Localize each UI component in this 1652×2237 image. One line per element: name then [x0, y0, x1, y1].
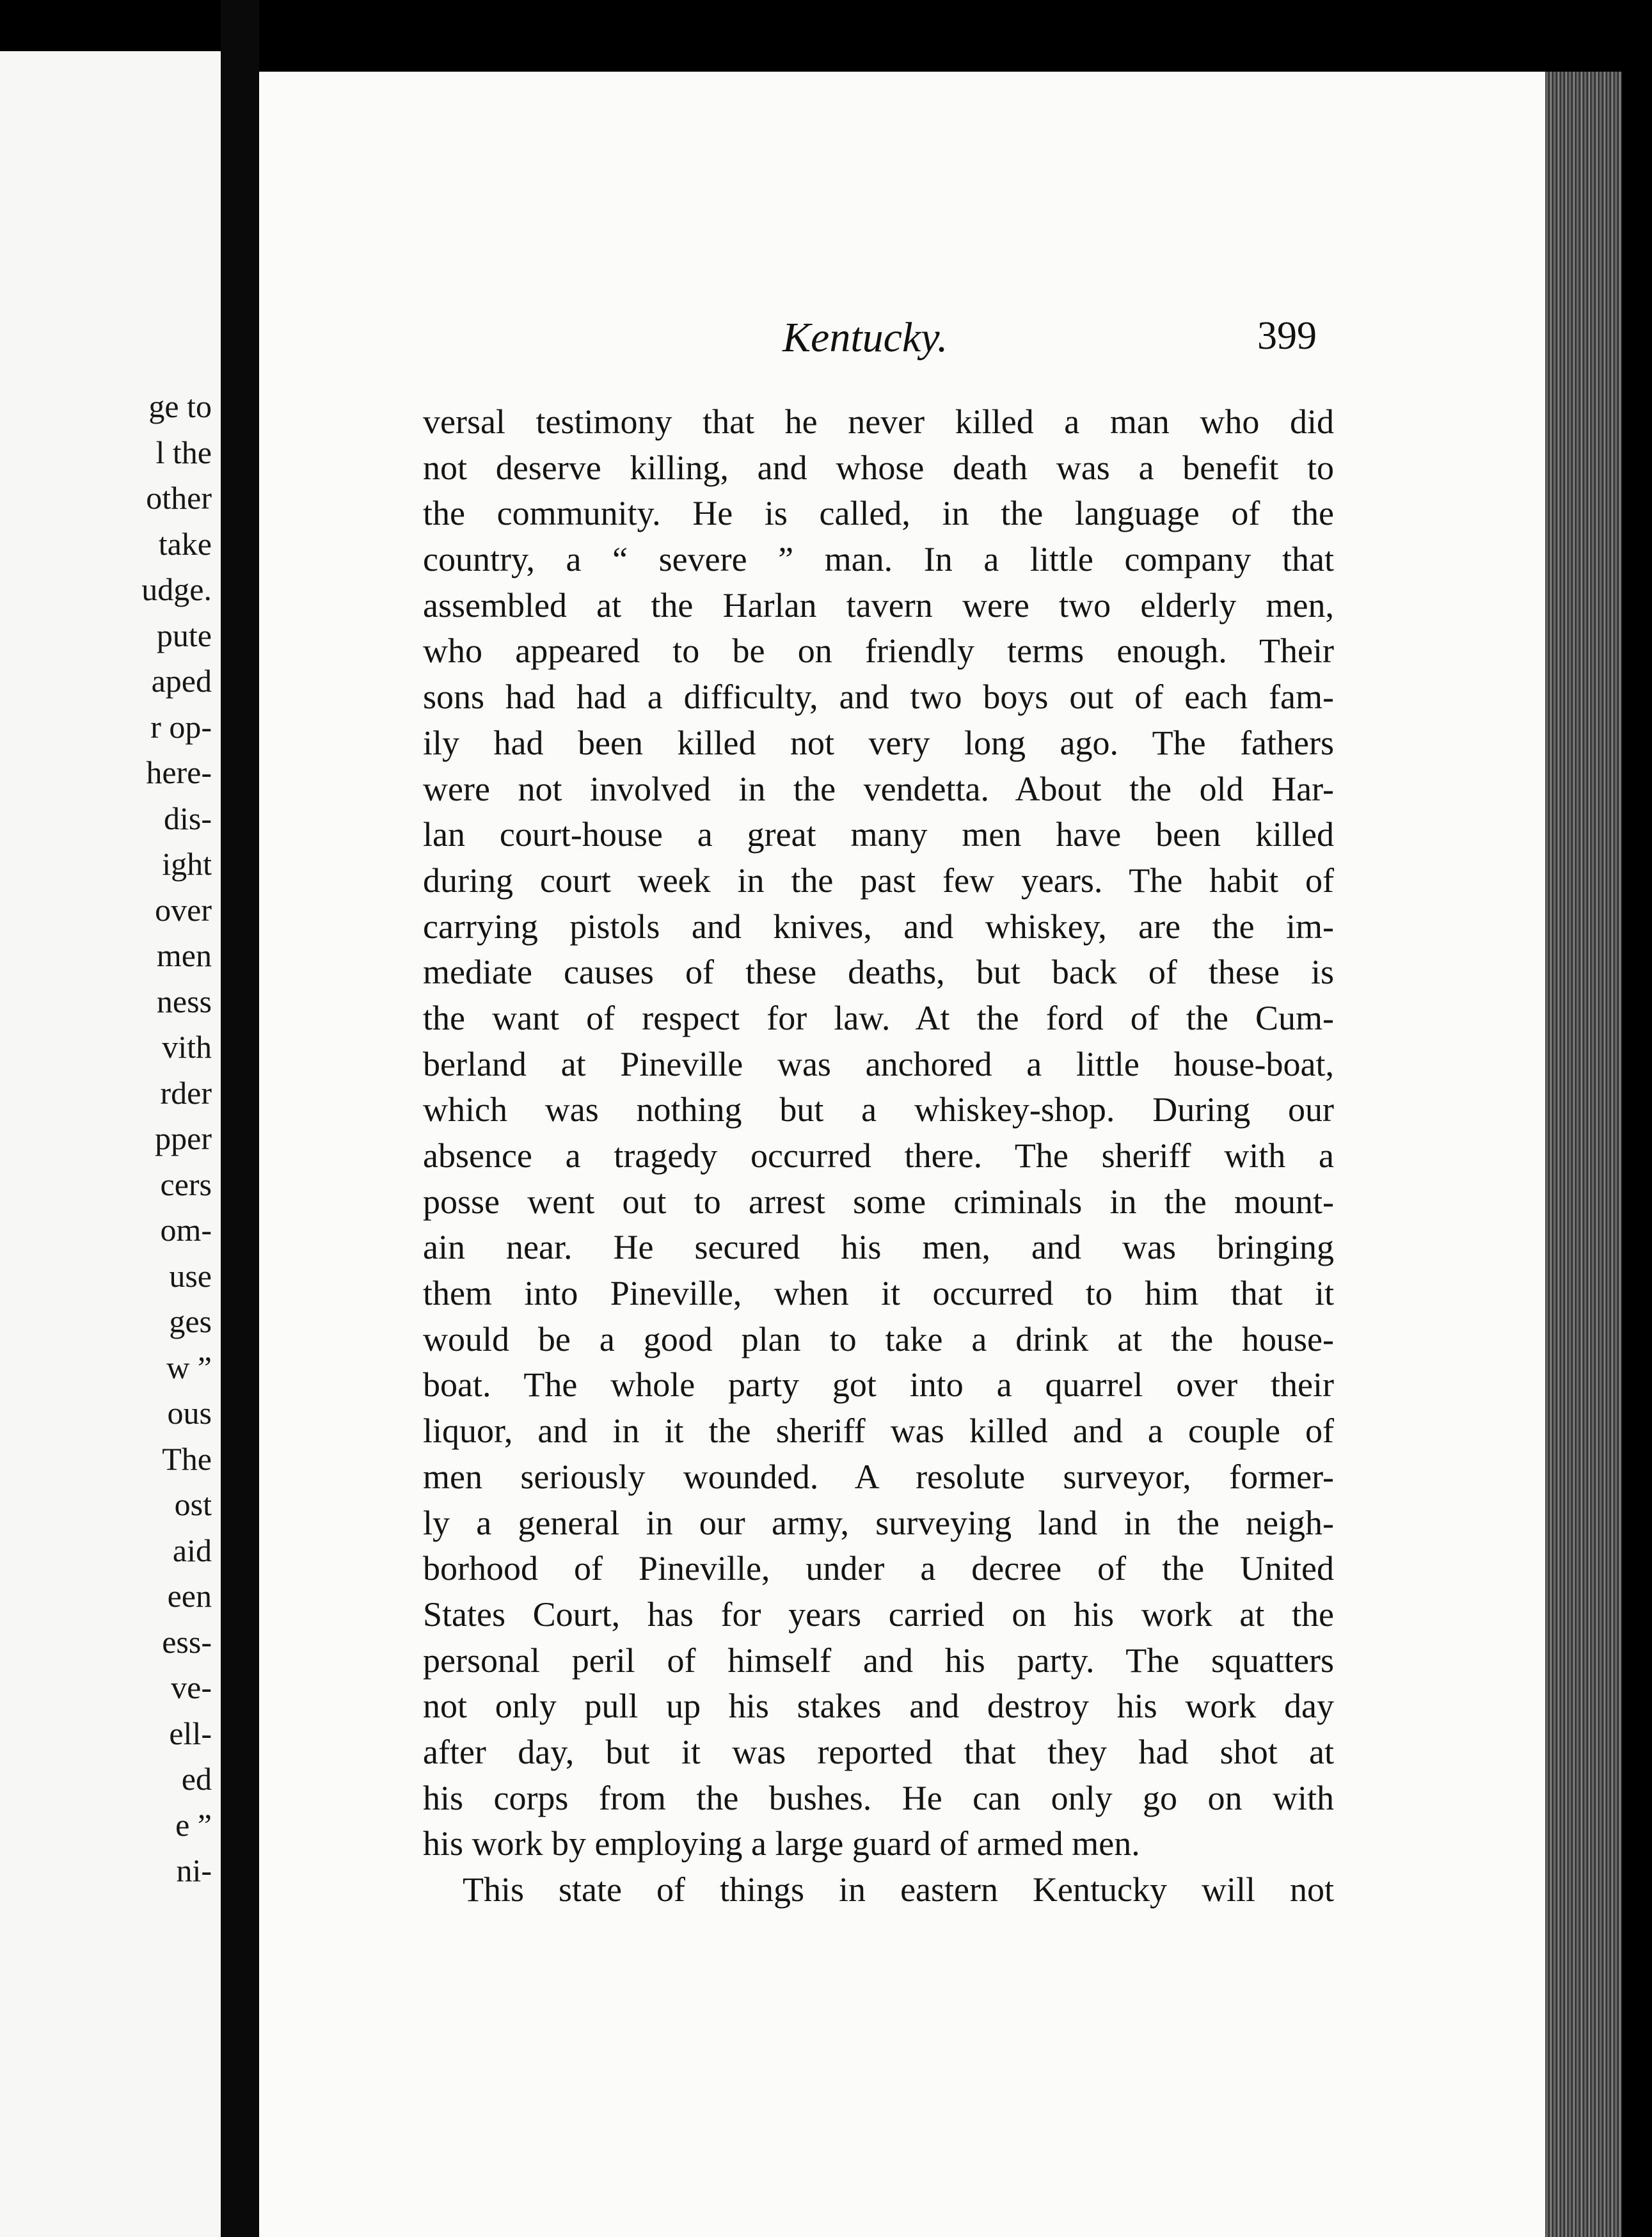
left-line: udge. — [141, 571, 212, 607]
text-line: who appeared to be on friendly terms enough. Their — [423, 632, 1334, 671]
left-line: ess- — [162, 1623, 212, 1660]
left-line: pute — [156, 617, 212, 653]
left-line: vith — [162, 1029, 212, 1065]
book-gutter — [221, 0, 259, 2237]
text-line: carrying pistols and knives, and whiskey, are the im- — [423, 907, 1334, 946]
left-line: l the — [155, 434, 212, 470]
text-line: boat. The whole party got into a quarrel over their — [423, 1365, 1334, 1405]
left-line: e ” — [175, 1806, 212, 1843]
page-edges — [1545, 72, 1622, 2237]
left-line: men — [156, 937, 212, 973]
text-line: berland at Pineville was anchored a little house-boat, — [423, 1044, 1334, 1083]
left-line: cers — [160, 1166, 212, 1202]
text-line: his corps from the bushes. He can only go on with — [423, 1778, 1334, 1817]
page-number: 399 — [1257, 314, 1317, 358]
left-line: over — [155, 891, 212, 928]
text-line: the community. He is called, in the language of the — [423, 494, 1334, 533]
left-line: ight — [162, 846, 212, 882]
left-line: The — [162, 1440, 212, 1477]
scan-border — [1622, 0, 1652, 2237]
text-line: not only pull up his stakes and destroy his work day — [423, 1687, 1334, 1726]
text-line: them into Pineville, when it occurred to him that it — [423, 1274, 1334, 1313]
previous-page-fragment — [0, 51, 221, 2237]
left-line: take — [158, 525, 212, 562]
left-line: ness — [156, 983, 212, 1019]
text-line: men seriously wounded. A resolute surveyor, former- — [423, 1457, 1334, 1496]
left-line: here- — [146, 754, 212, 790]
text-line: mediate causes of these deaths, but back of these is — [423, 953, 1334, 992]
previous-page-text — [0, 384, 221, 1894]
left-line: aped — [151, 663, 212, 699]
text-line: country, a “ severe ” man. In a little company that — [423, 540, 1334, 579]
left-line: ges — [169, 1303, 212, 1339]
left-line: ge to — [148, 388, 212, 424]
text-line: ily had been killed not very long ago. The fathers — [423, 723, 1334, 762]
text-line: the want of respect for law. At the ford of the Cum- — [423, 998, 1334, 1037]
text-line: States Court, has for years carried on his work at the — [423, 1595, 1334, 1634]
text-line: after day, but it was reported that they had shot at — [423, 1732, 1334, 1771]
text-line: ain near. He secured his men, and was bringing — [423, 1228, 1334, 1267]
text-line: which was nothing but a whiskey-shop. During our — [423, 1090, 1334, 1129]
text-line: personal peril of himself and his party. The squatters — [423, 1641, 1334, 1680]
left-line: ost — [174, 1486, 212, 1522]
left-line: ed — [181, 1761, 212, 1797]
left-line: other — [146, 480, 212, 516]
left-line: ell- — [169, 1715, 212, 1751]
text-line: posse went out to arrest some criminals in the mount- — [423, 1182, 1334, 1221]
book-page — [259, 72, 1545, 2237]
body-text — [423, 399, 1334, 1913]
text-line: not deserve killing, and whose death was a benefit to — [423, 448, 1334, 487]
left-line: ni- — [176, 1852, 212, 1888]
text-line: during court week in the past few years. The habit of — [423, 861, 1334, 900]
left-line: dis- — [164, 800, 212, 836]
left-line: een — [167, 1578, 212, 1614]
left-line: om- — [160, 1212, 212, 1248]
text-line: lan court-house a great many men have been killed — [423, 815, 1334, 854]
text-line: liquor, and in it the sheriff was killed and a couple of — [423, 1412, 1334, 1451]
text-line: assembled at the Harlan tavern were two elderly men, — [423, 585, 1334, 625]
left-line: ous — [167, 1395, 212, 1431]
left-line: r op- — [150, 708, 212, 745]
running-head-title: Kentucky. — [782, 314, 948, 361]
text-line: absence a tragedy occurred there. The sheriff with a — [423, 1136, 1334, 1175]
left-line: ve- — [171, 1669, 212, 1705]
running-head — [259, 314, 1545, 365]
left-line: rder — [160, 1074, 212, 1111]
left-line: aid — [172, 1532, 212, 1568]
text-line: his work by employing a large guard of armed men. — [423, 1824, 1140, 1863]
text-line: This state of things in eastern Kentucky will not — [463, 1870, 1334, 1909]
text-line: ly a general in our army, surveying land in the neigh- — [423, 1503, 1334, 1542]
text-line: versal testimony that he never killed a man who did — [423, 402, 1334, 441]
left-line: w ” — [166, 1349, 212, 1385]
text-line: were not involved in the vendetta. About the old Har- — [423, 769, 1334, 808]
text-line: sons had had a difficulty, and two boys out of each fam- — [423, 678, 1334, 717]
left-line: use — [169, 1257, 212, 1294]
text-line: would be a good plan to take a drink at the house- — [423, 1319, 1334, 1358]
left-line: pper — [155, 1120, 212, 1156]
text-line: borhood of Pineville, under a decree of the United — [423, 1549, 1334, 1588]
